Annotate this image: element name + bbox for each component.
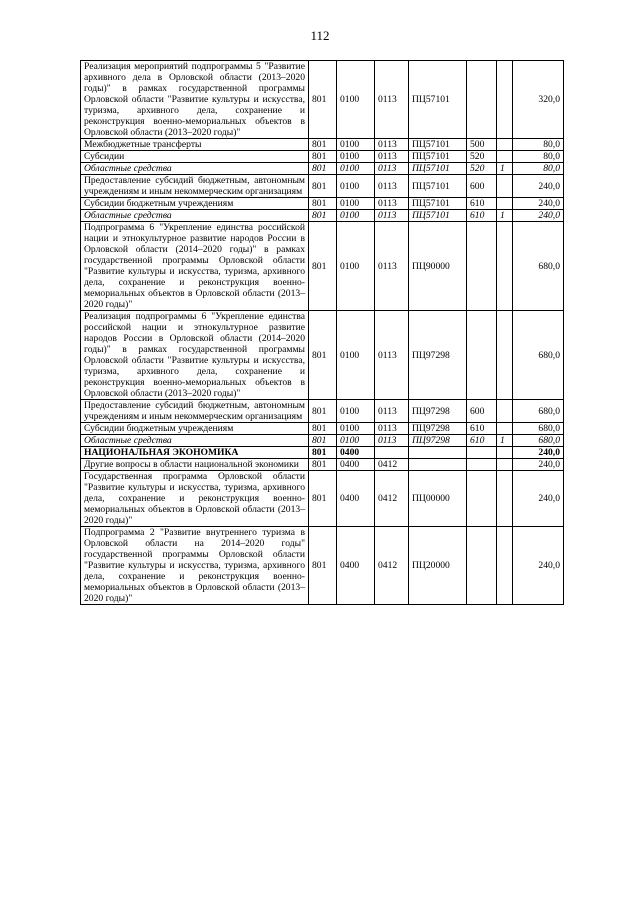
amount-cell: 680,0 bbox=[513, 423, 564, 435]
target-article-cell: ПЦ57101 bbox=[409, 139, 467, 151]
row-name-cell: Предоставление субсидий бюджетным, автономным учреждениям и иным некоммерческим организациям bbox=[81, 175, 309, 198]
amount-cell: 240,0 bbox=[513, 175, 564, 198]
funding-source-cell: 1 bbox=[497, 435, 513, 447]
row-name-cell: Межбюджетные трансферты bbox=[81, 139, 309, 151]
section-code-cell: 0100 bbox=[337, 175, 375, 198]
section-code-cell: 0100 bbox=[337, 435, 375, 447]
section-code-cell: 0100 bbox=[337, 210, 375, 222]
ved-code-cell: 801 bbox=[309, 151, 337, 163]
target-article-cell bbox=[409, 459, 467, 471]
section-code-cell: 0400 bbox=[337, 447, 375, 459]
funding-source-cell bbox=[497, 527, 513, 605]
expense-type-cell bbox=[467, 447, 497, 459]
section-code-cell: 0400 bbox=[337, 471, 375, 527]
table-row bbox=[81, 198, 564, 210]
expense-type-cell bbox=[467, 222, 497, 311]
expense-type-cell: 600 bbox=[467, 175, 497, 198]
funding-source-cell: 1 bbox=[497, 163, 513, 175]
ved-code-cell: 801 bbox=[309, 61, 337, 139]
expense-type-cell: 520 bbox=[467, 163, 497, 175]
table-row bbox=[81, 459, 564, 471]
subsection-code-cell: 0113 bbox=[375, 175, 409, 198]
section-code-cell: 0100 bbox=[337, 151, 375, 163]
table-row bbox=[81, 151, 564, 163]
row-name-cell: Подпрограмма 6 "Укрепление единства российской нации и этнокультурное развитие народов России в Орловской области (2014–2020 годы)" в рамках государственной программы Орловской области "Развитие культуры и искусства, туризма, архивного дела, сохранение и реконструкция военно-мемориальных объектов в Орловской области (2013–2020 годы)" bbox=[81, 222, 309, 311]
funding-source-cell bbox=[497, 423, 513, 435]
subsection-code-cell: 0113 bbox=[375, 222, 409, 311]
subsection-code-cell: 0113 bbox=[375, 210, 409, 222]
funding-source-cell bbox=[497, 311, 513, 400]
subsection-code-cell: 0113 bbox=[375, 435, 409, 447]
subsection-code-cell: 0113 bbox=[375, 61, 409, 139]
expense-type-cell: 610 bbox=[467, 423, 497, 435]
page-number: 112 bbox=[310, 28, 330, 43]
row-name-cell: Субсидии bbox=[81, 151, 309, 163]
table-row bbox=[81, 311, 564, 400]
budget-table-body bbox=[81, 61, 564, 605]
table-row bbox=[81, 471, 564, 527]
ved-code-cell: 801 bbox=[309, 311, 337, 400]
funding-source-cell bbox=[497, 61, 513, 139]
funding-source-cell bbox=[497, 139, 513, 151]
expense-type-cell bbox=[467, 471, 497, 527]
row-name-cell: Областные средства bbox=[81, 163, 309, 175]
target-article-cell: ПЦ57101 bbox=[409, 163, 467, 175]
table-row bbox=[81, 447, 564, 459]
table-row bbox=[81, 423, 564, 435]
row-name-cell: Областные средства bbox=[81, 435, 309, 447]
ved-code-cell: 801 bbox=[309, 435, 337, 447]
funding-source-cell: 1 bbox=[497, 210, 513, 222]
section-code-cell: 0100 bbox=[337, 423, 375, 435]
row-name-cell: Предоставление субсидий бюджетным, автономным учреждениям и иным некоммерческим организациям bbox=[81, 400, 309, 423]
subsection-code-cell: 0113 bbox=[375, 311, 409, 400]
ved-code-cell: 801 bbox=[309, 400, 337, 423]
expense-type-cell: 610 bbox=[467, 198, 497, 210]
row-name-cell: НАЦИОНАЛЬНАЯ ЭКОНОМИКА bbox=[81, 447, 309, 459]
subsection-code-cell: 0113 bbox=[375, 198, 409, 210]
ved-code-cell: 801 bbox=[309, 175, 337, 198]
expense-type-cell: 600 bbox=[467, 400, 497, 423]
expense-type-cell bbox=[467, 459, 497, 471]
section-code-cell: 0400 bbox=[337, 459, 375, 471]
amount-cell: 240,0 bbox=[513, 447, 564, 459]
funding-source-cell bbox=[497, 175, 513, 198]
amount-cell: 240,0 bbox=[513, 459, 564, 471]
subsection-code-cell: 0412 bbox=[375, 459, 409, 471]
expense-type-cell bbox=[467, 61, 497, 139]
target-article-cell: ПЦ57101 bbox=[409, 210, 467, 222]
amount-cell: 240,0 bbox=[513, 527, 564, 605]
ved-code-cell: 801 bbox=[309, 163, 337, 175]
amount-cell: 80,0 bbox=[513, 151, 564, 163]
target-article-cell: ПЦ57101 bbox=[409, 61, 467, 139]
funding-source-cell bbox=[497, 459, 513, 471]
subsection-code-cell: 0412 bbox=[375, 527, 409, 605]
target-article-cell: ПЦ97298 bbox=[409, 423, 467, 435]
section-code-cell: 0100 bbox=[337, 400, 375, 423]
ved-code-cell: 801 bbox=[309, 210, 337, 222]
row-name-cell: Подпрограмма 2 "Развитие внутреннего туризма в Орловской области на 2014–2020 годы" государственной программы Орловской области "Развитие культуры и искусства, туризма, архивного дела, сохранение и реконструкция военно-мемориальных объектов в Орловской области (2013–2020 годы)" bbox=[81, 527, 309, 605]
table-row bbox=[81, 527, 564, 605]
ved-code-cell: 801 bbox=[309, 471, 337, 527]
amount-cell: 680,0 bbox=[513, 435, 564, 447]
expense-type-cell bbox=[467, 311, 497, 400]
subsection-code-cell bbox=[375, 447, 409, 459]
subsection-code-cell: 0412 bbox=[375, 471, 409, 527]
row-name-cell: Субсидии бюджетным учреждениям bbox=[81, 198, 309, 210]
amount-cell: 320,0 bbox=[513, 61, 564, 139]
ved-code-cell: 801 bbox=[309, 222, 337, 311]
expense-type-cell: 520 bbox=[467, 151, 497, 163]
funding-source-cell bbox=[497, 447, 513, 459]
ved-code-cell: 801 bbox=[309, 198, 337, 210]
target-article-cell: ПЦ00000 bbox=[409, 471, 467, 527]
section-code-cell: 0100 bbox=[337, 139, 375, 151]
section-code-cell: 0400 bbox=[337, 527, 375, 605]
row-name-cell: Государственная программа Орловской области "Развитие культуры и искусства, туризма, архивного дела, сохранение и реконструкция военно-мемориальных объектов в Орловской области (2013–2020 годы)" bbox=[81, 471, 309, 527]
section-code-cell: 0100 bbox=[337, 198, 375, 210]
expense-type-cell bbox=[467, 527, 497, 605]
table-row bbox=[81, 400, 564, 423]
subsection-code-cell: 0113 bbox=[375, 163, 409, 175]
table-row bbox=[81, 210, 564, 222]
target-article-cell: ПЦ57101 bbox=[409, 198, 467, 210]
target-article-cell: ПЦ97298 bbox=[409, 400, 467, 423]
ved-code-cell: 801 bbox=[309, 459, 337, 471]
subsection-code-cell: 0113 bbox=[375, 423, 409, 435]
amount-cell: 240,0 bbox=[513, 198, 564, 210]
table-row bbox=[81, 222, 564, 311]
table-row bbox=[81, 139, 564, 151]
target-article-cell: ПЦ97298 bbox=[409, 311, 467, 400]
amount-cell: 680,0 bbox=[513, 311, 564, 400]
ved-code-cell: 801 bbox=[309, 423, 337, 435]
amount-cell: 680,0 bbox=[513, 222, 564, 311]
table-row bbox=[81, 163, 564, 175]
section-code-cell: 0100 bbox=[337, 163, 375, 175]
budget-table bbox=[80, 60, 564, 605]
target-article-cell: ПЦ57101 bbox=[409, 151, 467, 163]
row-name-cell: Областные средства bbox=[81, 210, 309, 222]
ved-code-cell: 801 bbox=[309, 139, 337, 151]
subsection-code-cell: 0113 bbox=[375, 151, 409, 163]
funding-source-cell bbox=[497, 222, 513, 311]
table-row bbox=[81, 61, 564, 139]
expense-type-cell: 500 bbox=[467, 139, 497, 151]
amount-cell: 80,0 bbox=[513, 163, 564, 175]
ved-code-cell: 801 bbox=[309, 447, 337, 459]
funding-source-cell bbox=[497, 198, 513, 210]
row-name-cell: Реализация подпрограммы 6 "Укрепление единства российской нации и этнокультурное развитие народов России в Орловской области (2014–2020 годы)" в рамках государственной программы Орловской области "Развитие культуры и искусства, туризма, архивного дела, сохранение и реконструкция военно-мемориальных объектов в Орловской области (2013–2020 годы)" bbox=[81, 311, 309, 400]
expense-type-cell: 610 bbox=[467, 210, 497, 222]
target-article-cell: ПЦ90000 bbox=[409, 222, 467, 311]
funding-source-cell bbox=[497, 151, 513, 163]
row-name-cell: Субсидии бюджетным учреждениям bbox=[81, 423, 309, 435]
subsection-code-cell: 0113 bbox=[375, 139, 409, 151]
section-code-cell: 0100 bbox=[337, 61, 375, 139]
table-row bbox=[81, 435, 564, 447]
ved-code-cell: 801 bbox=[309, 527, 337, 605]
table-row bbox=[81, 175, 564, 198]
amount-cell: 240,0 bbox=[513, 210, 564, 222]
section-code-cell: 0100 bbox=[337, 222, 375, 311]
amount-cell: 80,0 bbox=[513, 139, 564, 151]
amount-cell: 680,0 bbox=[513, 400, 564, 423]
row-name-cell: Реализация мероприятий подпрограммы 5 "Развитие архивного дела в Орловской области (2013–2020 годы)" в рамках государственной программы Орловской области "Развитие культуры и искусства, туризма, архивного дела, сохранение и реконструкция военно-мемориальных объектов в Орловской области (2013–2020 годы)" bbox=[81, 61, 309, 139]
expense-type-cell: 610 bbox=[467, 435, 497, 447]
row-name-cell: Другие вопросы в области национальной экономики bbox=[81, 459, 309, 471]
target-article-cell: ПЦ20000 bbox=[409, 527, 467, 605]
funding-source-cell bbox=[497, 471, 513, 527]
funding-source-cell bbox=[497, 400, 513, 423]
target-article-cell: ПЦ97298 bbox=[409, 435, 467, 447]
amount-cell: 240,0 bbox=[513, 471, 564, 527]
subsection-code-cell: 0113 bbox=[375, 400, 409, 423]
target-article-cell: ПЦ57101 bbox=[409, 175, 467, 198]
target-article-cell bbox=[409, 447, 467, 459]
section-code-cell: 0100 bbox=[337, 311, 375, 400]
